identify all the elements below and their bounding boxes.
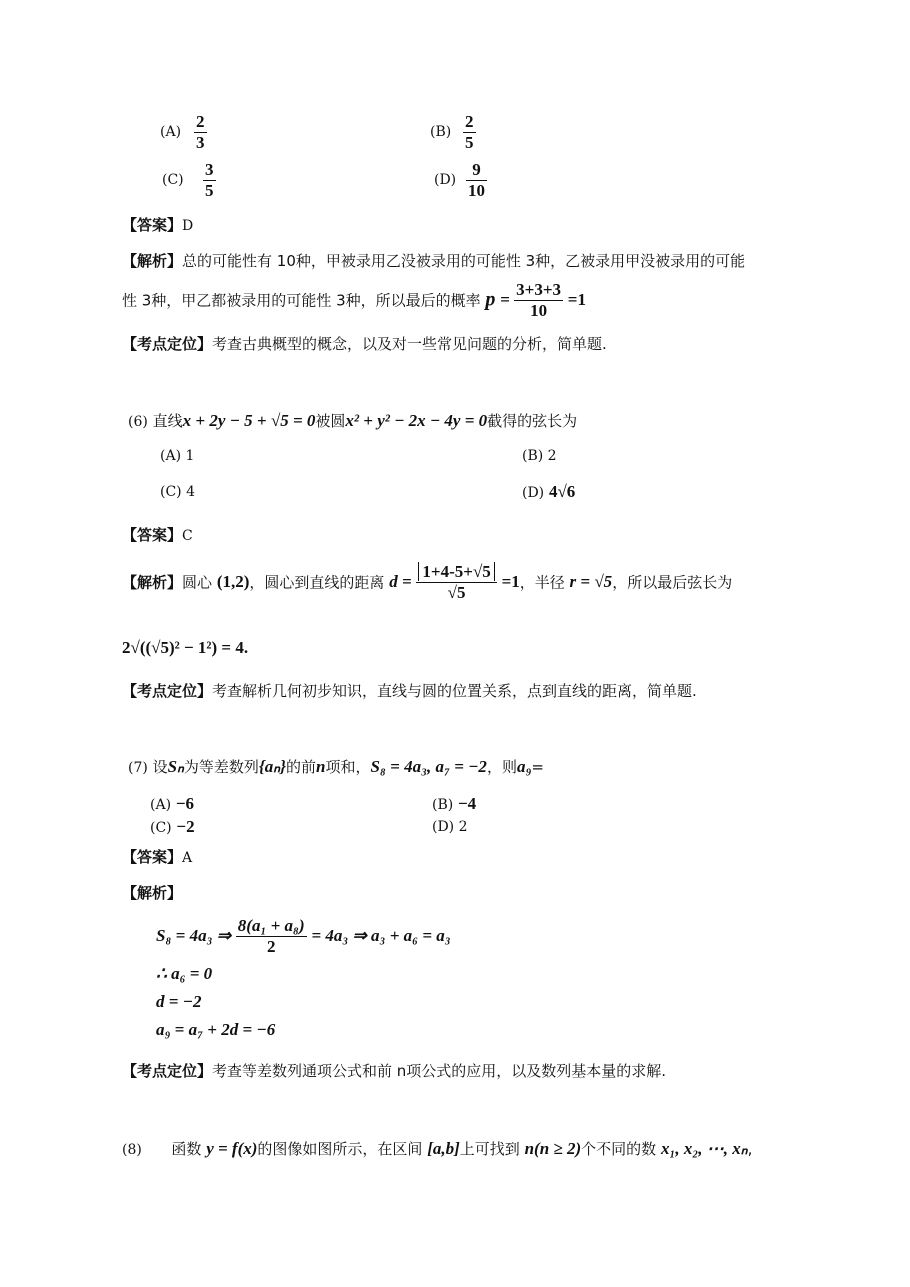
q7-option-c: (C) −2 (150, 817, 195, 836)
q8-stem: (8) 函数 y = f(x)的图像如图所示，在区间 [a,b]上可找到 n(n ≥ 2)个不同的数 x₁, x₂, ⋯, xₙ, (122, 1139, 753, 1158)
q7-step4: a₉ = a₇ + 2d = −6 (156, 1020, 276, 1039)
q7-option-d: (D) 2 (432, 819, 468, 835)
q6-answer: 【答案】C (122, 526, 193, 544)
q7-knowledge-point: 【考点定位】考查等差数列通项公式和前 n项公式的应用，以及数列基本量的求解. (122, 1062, 667, 1080)
q7-analysis-tag: 【解析】 (122, 884, 183, 902)
q5-answer: 【答案】D (122, 216, 194, 234)
q5-analysis-line2: 性 3种，甲乙都被录用的可能性 3种，所以最后的概率 p = $\frac{3+3+3}{10}$ =1 (122, 280, 586, 320)
q7-answer: 【答案】A (122, 848, 193, 866)
q7-step1: S₈ = 4a₃ ⇒ $\frac{\text{8(a₁ + a₈)}}{2}$ = 4a₃ ⇒ a₃ + a₆ = a₃ (156, 916, 451, 956)
q5-option-d-label: (D) (434, 172, 457, 188)
q5-option-c-label: (C) (162, 172, 184, 188)
q6-option-c: (C) 4 (160, 484, 195, 500)
q5-option-a-label: (A) (160, 124, 182, 140)
q6-knowledge-point: 【考点定位】考查解析几何初步知识，直线与圆的位置关系，点到直线的距离，简单题. (122, 682, 697, 700)
q7-stem: (7) 设Sₙ为等差数列{aₙ}的前n项和，S₈ = 4a₃, a₇ = −2，则a₉= (128, 757, 544, 776)
q5-knowledge-point: 【考点定位】考查古典概型的概念，以及对一些常见问题的分析，简单题. (122, 335, 607, 353)
q7-step2: ∴ a₆ = 0 (156, 964, 213, 983)
q6-analysis-line2: 2√((√5)² − 1²) = 4. (122, 638, 249, 657)
q5-option-a-value: $\frac{2}{3}$ (196, 112, 205, 152)
q7-step3: d = −2 (156, 992, 202, 1011)
q7-option-a: (A) −6 (150, 794, 195, 813)
q6-option-a: (A) 1 (160, 448, 195, 464)
q5-option-b-value: $\frac{2}{5}$ (465, 112, 474, 152)
q6-option-b: (B) 2 (522, 448, 557, 464)
q6-analysis-line1: 【解析】圆心 (1,2)，圆心到直线的距离 d = $\frac{1+4-5+√5}{√5}$ =1，半径 r = √5，所以最后弦长为 (122, 562, 733, 602)
q6-option-d: (D) 4√6 (522, 482, 576, 501)
q5-option-b-label: (B) (430, 124, 452, 140)
q5-option-c-value: $\frac{3}{5}$ (205, 160, 214, 200)
q5-analysis-line1: 【解析】总的可能性有 10种，甲被录用乙没被录用的可能性 3种，乙被录用甲没被录用的可能 (122, 252, 746, 270)
q6-stem: (6) 直线x + 2y − 5 + √5 = 0被圆x² + y² − 2x − 4y = 0截得的弦长为 (128, 411, 578, 430)
q7-option-b: (B) −4 (432, 794, 477, 813)
q5-option-d-value: $\frac{9}{10}$ (468, 160, 485, 200)
